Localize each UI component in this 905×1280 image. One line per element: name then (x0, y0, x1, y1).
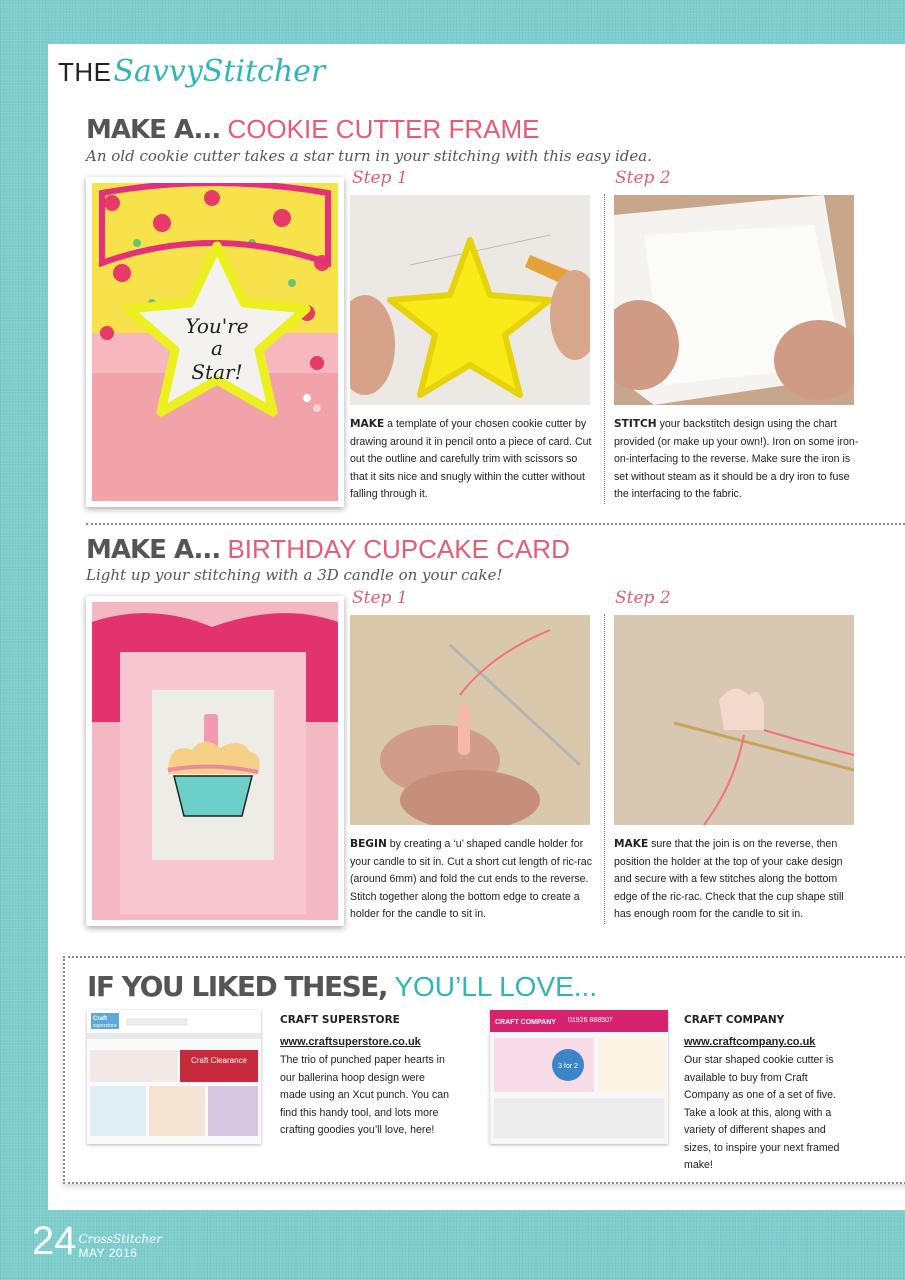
section1-step1-body: a template of your chosen cookie cutter by drawing around it in pencil onto a piece of card. Cut out the outline and carefully trim with scissors so that it sits nice and snugly within the cutter without falling through it. (350, 418, 592, 500)
shot-logo-text: CRAFT COMPANY (495, 1019, 556, 1026)
star-frame-photo (86, 177, 344, 507)
craft-company-text: Our star shaped cookie cutter is available to buy from Craft Company as one of a set of five. Take a look at this, along with a variety of different shapes and sizes, to inspire your next framed make! (684, 1054, 840, 1171)
magazine-info (79, 1232, 162, 1260)
section1-step2-body: your backstitch design using the chart provided (or make up your own!). Iron on some iron-on-interfacing to the reverse. Make sure the iron is set without steam as it should be a dry iron to fuse the interfacing to the fabric. (614, 418, 859, 500)
section2-title-bold: MAKE A... (86, 535, 221, 565)
craft-company-screenshot (490, 1010, 668, 1144)
section2-step2-text (614, 836, 859, 924)
photo-text-3: Star! (191, 360, 243, 384)
section2-subtitle: Light up your stitching with a 3D candle on your cake! (86, 566, 503, 584)
section2-title-rest: BIRTHDAY CUPCAKE CARD (227, 534, 570, 564)
photo-text-1: You're (185, 314, 249, 338)
photo-text-2: a (211, 336, 223, 360)
svg-text:superstore: superstore (93, 1023, 117, 1029)
section1-title (86, 114, 539, 145)
section1-step2-label: Step 2 (615, 168, 671, 188)
section1-subtitle: An old cookie cutter takes a star turn in your stitching with this easy idea. (86, 147, 652, 165)
craft-company-name: CRAFT COMPANY (684, 1014, 785, 1026)
shot-banner-text: Craft Clearance (190, 1056, 248, 1065)
recommendations-box (63, 956, 905, 1184)
cupcake-step2-photo (614, 615, 854, 825)
craft-superstore-url[interactable]: www.craftsuperstore.co.uk (280, 1036, 421, 1048)
section2-step2-lead: MAKE (614, 838, 649, 850)
section1-title-bold: MAKE A... (86, 115, 221, 145)
brand-the: THE (58, 57, 112, 87)
shot-promo-text: 3 for 2 (558, 1063, 578, 1070)
column-divider-2 (604, 614, 605, 924)
recommendations-title-bold: IF YOU LIKED THESE, (87, 970, 388, 1003)
section2-step1-body: by creating a ‘u’ shaped candle holder for your candle to sit in. Cut a short cut length of ric-rac (around 6mm) and fold the cut ends to the reverse. Stitch together along the bottom edge to create a holder for the candle to sit in. (350, 838, 593, 920)
section1-title-rest: COOKIE CUTTER FRAME (227, 114, 540, 144)
section2-step1-lead: BEGIN (350, 838, 387, 850)
page-number: 24 (32, 1219, 77, 1263)
column-brand (58, 54, 325, 89)
section-divider (86, 523, 905, 525)
cookie-cutter-step1-photo (350, 195, 590, 405)
craft-superstore-text: The trio of punched paper hearts in our ballerina hoop design were made using an Xcut punch. You can find this handy tool, and lots more crafting goodies you’ll love, here! (280, 1054, 450, 1136)
recommendations-title-rest: YOU’LL LOVE... (394, 971, 598, 1002)
svg-text:Craft: Craft (93, 1016, 108, 1022)
craft-superstore-name: CRAFT SUPERSTORE (280, 1014, 400, 1026)
cupcake-card-photo (86, 596, 344, 926)
page-folio (32, 1219, 162, 1263)
craft-superstore-screenshot (87, 1010, 261, 1144)
section2-title (86, 534, 570, 565)
section1-step1-text (350, 416, 595, 504)
issue-date: MAY 2016 (78, 1246, 138, 1260)
recommendations-title (87, 970, 597, 1003)
cookie-cutter-step2-photo (614, 195, 854, 405)
shot-phone-text: 01926 888507 (568, 1017, 613, 1024)
section1-step2-lead: STITCH (614, 418, 657, 430)
section1-step2-text (614, 416, 859, 504)
magazine-page (48, 44, 905, 1210)
magazine-name: CrossStitcher (78, 1232, 162, 1246)
column-divider (604, 194, 605, 504)
section2-step2-body: sure that the join is on the reverse, then position the holder at the top of your cake design and secure with a few stitches along the bottom edge of the ric-rac. Check that the cup shape still has enough room for the candle to sit in. (614, 838, 844, 920)
craft-company-url[interactable]: www.craftcompany.co.uk (684, 1036, 816, 1048)
section1-step1-lead: MAKE (350, 418, 385, 430)
section2-step2-label: Step 2 (615, 588, 671, 608)
section2-step1-text (350, 836, 595, 924)
section1-step1-label: Step 1 (352, 168, 408, 188)
section2-step1-label: Step 1 (352, 588, 408, 608)
brand-savvy-stitcher: SavvyStitcher (113, 54, 326, 89)
cupcake-step1-photo (350, 615, 590, 825)
